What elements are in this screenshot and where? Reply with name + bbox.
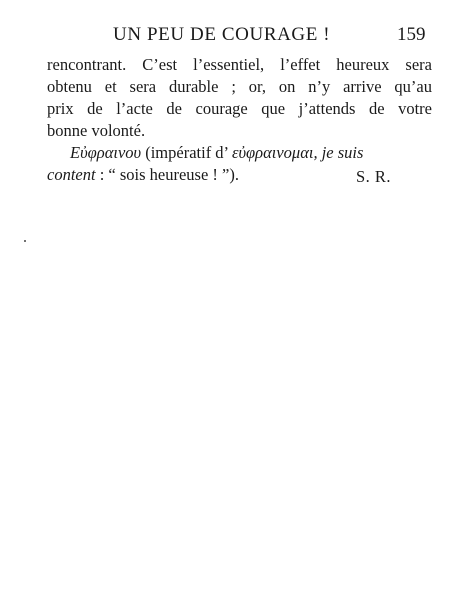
running-head: [0, 24, 471, 50]
running-head-title: UN PEU DE COURAGE !: [113, 24, 331, 45]
paragraph-1: [47, 54, 432, 142]
text-line-2: obtenu et sera durable ; or, on n’y arrive qu’au: [47, 77, 432, 96]
paper-speck: [24, 240, 26, 242]
gloss-part-1: je suis: [321, 143, 364, 162]
page-number: 159: [397, 24, 426, 45]
gloss-part-2: content: [47, 165, 96, 184]
greek-verb: εὐφραινομαι,: [231, 143, 318, 162]
text-line-3: prix de l’acte de courage que j’attends de votre: [47, 99, 432, 118]
paragraph-2-line-1: [47, 142, 432, 164]
paragraph-2-text-a: (impératif d’: [141, 143, 232, 162]
text-line-4: bonne volonté.: [47, 121, 146, 140]
signature: S. R.: [356, 167, 392, 186]
paragraph-2-text-c: : “ sois heureuse ! ”).: [95, 165, 239, 184]
text-line-1: rencontrant. C’est l’essentiel, l’effet heureux sera: [47, 55, 432, 74]
greek-imperative: Εὐφραινου: [70, 143, 142, 162]
